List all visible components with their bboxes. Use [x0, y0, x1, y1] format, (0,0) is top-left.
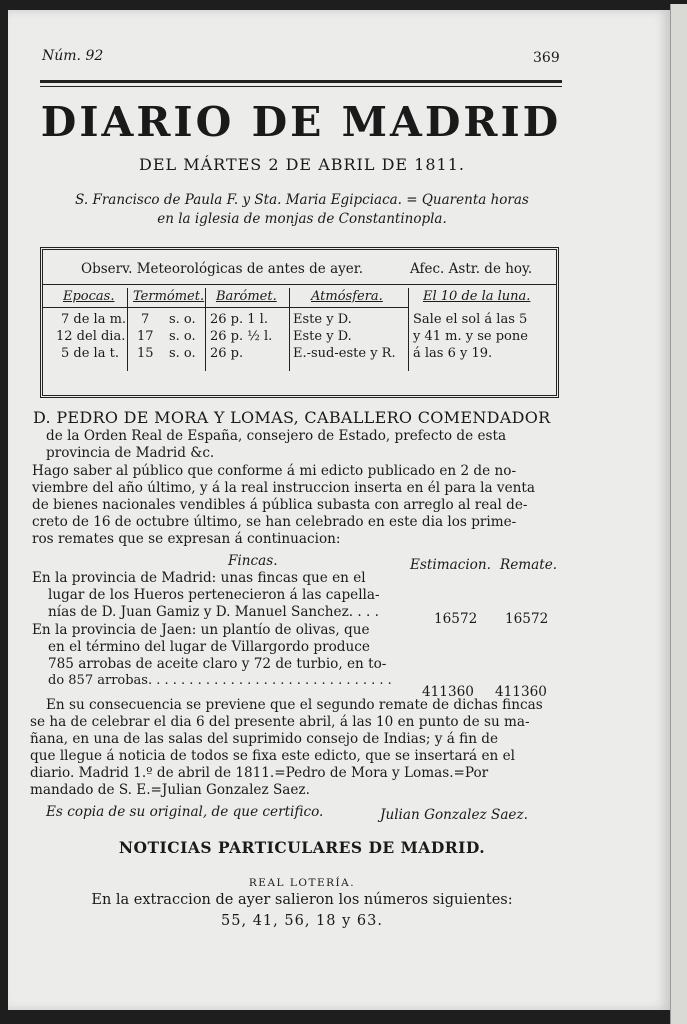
lot2-line-2: en el término del lugar de Villargordo produce	[48, 639, 370, 655]
lot2-line-3: 785 arrobas de aceite claro y 72 de turbio, en to-	[48, 656, 387, 672]
row3-term-sign: s. o.	[169, 346, 196, 361]
closing-line-5: diario. Madrid 1.º de abril de 1811.=Pedro de Mora y Lomas.=Por	[30, 765, 489, 781]
saints-line-1: S. Francisco de Paula F. y Sta. Maria Egipciaca. = Quarenta horas	[75, 192, 529, 208]
row3-term: 15	[137, 346, 154, 361]
col-barometro: Barómet.	[216, 289, 277, 304]
row2-term: 17	[137, 329, 154, 344]
loteria-text: En la extraccion de ayer salieron los números siguientes:	[91, 892, 513, 908]
edict-heading: D. PEDRO DE MORA Y LOMAS, CABALLERO COMENDADOR	[33, 408, 551, 427]
closing-line-4: que llegue á noticia de todos se fixa este edicto, que se insertará en el	[30, 748, 515, 764]
weather-table	[40, 247, 559, 398]
lot2-line-1: En la provincia de Jaen: un plantío de olivas, que	[32, 622, 370, 638]
row1-barom: 26 p. 1 l.	[210, 312, 268, 327]
intro-line-4: creto de 16 de octubre último, se han celebrado en este dia los prime-	[32, 514, 517, 530]
saints-line-2: en la iglesia de monjas de Constantinopla.	[157, 211, 447, 227]
intro-line-2: viembre del año último, y á la real instruccion inserta en él para la venta	[32, 480, 535, 496]
col-remate: Remate.	[500, 557, 558, 573]
col-epocas: Epocas.	[63, 289, 115, 304]
row1-term: 7	[141, 312, 150, 327]
issue-date: DEL MÁRTES 2 DE ABRIL DE 1811.	[139, 155, 465, 174]
loteria-heading: REAL LOTERÍA.	[248, 877, 356, 889]
astro-line-2: y 41 m. y se pone	[413, 329, 528, 344]
intro-line-3: de bienes nacionales vendibles á pública subasta con arreglo al real de-	[32, 497, 528, 513]
astro-title: Afec. Astr. de hoy.	[410, 261, 533, 277]
weather-title: Observ. Meteorológicas de antes de ayer.	[81, 261, 364, 277]
astro-line-1: Sale el sol á las 5	[413, 312, 528, 327]
row1-term-sign: s. o.	[169, 312, 196, 327]
astro-line-3: á las 6 y 19.	[413, 346, 493, 361]
certify-signature: Julian Gonzalez Saez.	[380, 807, 528, 823]
closing-line-6: mandado de S. E.=Julian Gonzalez Saez.	[30, 782, 310, 798]
lot1-line-1: En la provincia de Madrid: unas fincas que en el	[32, 570, 366, 586]
closing-line-1: En su consecuencia se previene que el segundo remate de dichas fincas	[46, 697, 543, 713]
lot1-line-3: nías de D. Juan Gamiz y D. Manuel Sanchez. . . .	[48, 604, 379, 620]
header-rule-thin	[40, 86, 562, 87]
row2-epoca: 12 del dia.	[56, 329, 126, 344]
book-edge	[670, 4, 687, 1024]
closing-line-3: ñana, en una de las salas del suprimido consejo de Indias; y á fin de	[30, 731, 499, 747]
noticias-heading: NOTICIAS PARTICULARES DE MADRID.	[118, 838, 486, 857]
loteria-numbers: 55, 41, 56, 18 y 63.	[221, 913, 383, 929]
page-number: 369	[533, 50, 560, 66]
masthead-title: DIARIO DE MADRID	[40, 98, 562, 146]
col-luna: El 10 de la luna.	[423, 289, 531, 304]
row1-atmos: Este y D.	[293, 312, 352, 327]
lot1-remate: 16572	[505, 611, 549, 627]
row3-barom: 26 p.	[210, 346, 244, 361]
row1-epoca: 7 de la m.	[61, 312, 127, 327]
edict-heading-line-2: provincia de Madrid &c.	[46, 445, 215, 461]
edict-heading-line-1: de la Orden Real de España, consejero de Estado, prefecto de esta	[46, 428, 507, 444]
col-atmosfera: Atmósfera.	[311, 289, 383, 304]
issue-number: Núm. 92	[42, 48, 104, 64]
col-estimacion: Estimacion.	[410, 557, 491, 573]
header-rule	[40, 80, 562, 83]
row2-term-sign: s. o.	[169, 329, 196, 344]
row3-atmos: E.-sud-este y R.	[293, 346, 396, 361]
row2-atmos: Este y D.	[293, 329, 352, 344]
col-fincas: Fincas.	[228, 553, 278, 569]
intro-line-5: ros remates que se expresan á continuacion:	[32, 531, 341, 547]
certify-text: Es copia de su original, de que certifico.	[46, 804, 324, 820]
col-termometro: Termómet.	[133, 289, 205, 304]
lot2-estimacion: 411360	[422, 684, 474, 700]
row2-barom: 26 p. ½ l.	[210, 329, 273, 344]
intro-line-1: Hago saber al público que conforme á mi edicto publicado en 2 de no-	[32, 463, 517, 479]
row3-epoca: 5 de la t.	[61, 346, 119, 361]
lot1-line-2: lugar de los Hueros pertenecieron á las capella-	[48, 587, 380, 603]
lot1-estimacion: 16572	[434, 611, 478, 627]
lot2-remate: 411360	[495, 684, 547, 700]
closing-line-2: se ha de celebrar el dia 6 del presente abril, á las 10 en punto de su ma-	[30, 714, 530, 730]
lot2-line-4: do 857 arrobas. . . . . . . . . . . . . . . . . . . . . . . . . . . . . .	[48, 673, 392, 688]
